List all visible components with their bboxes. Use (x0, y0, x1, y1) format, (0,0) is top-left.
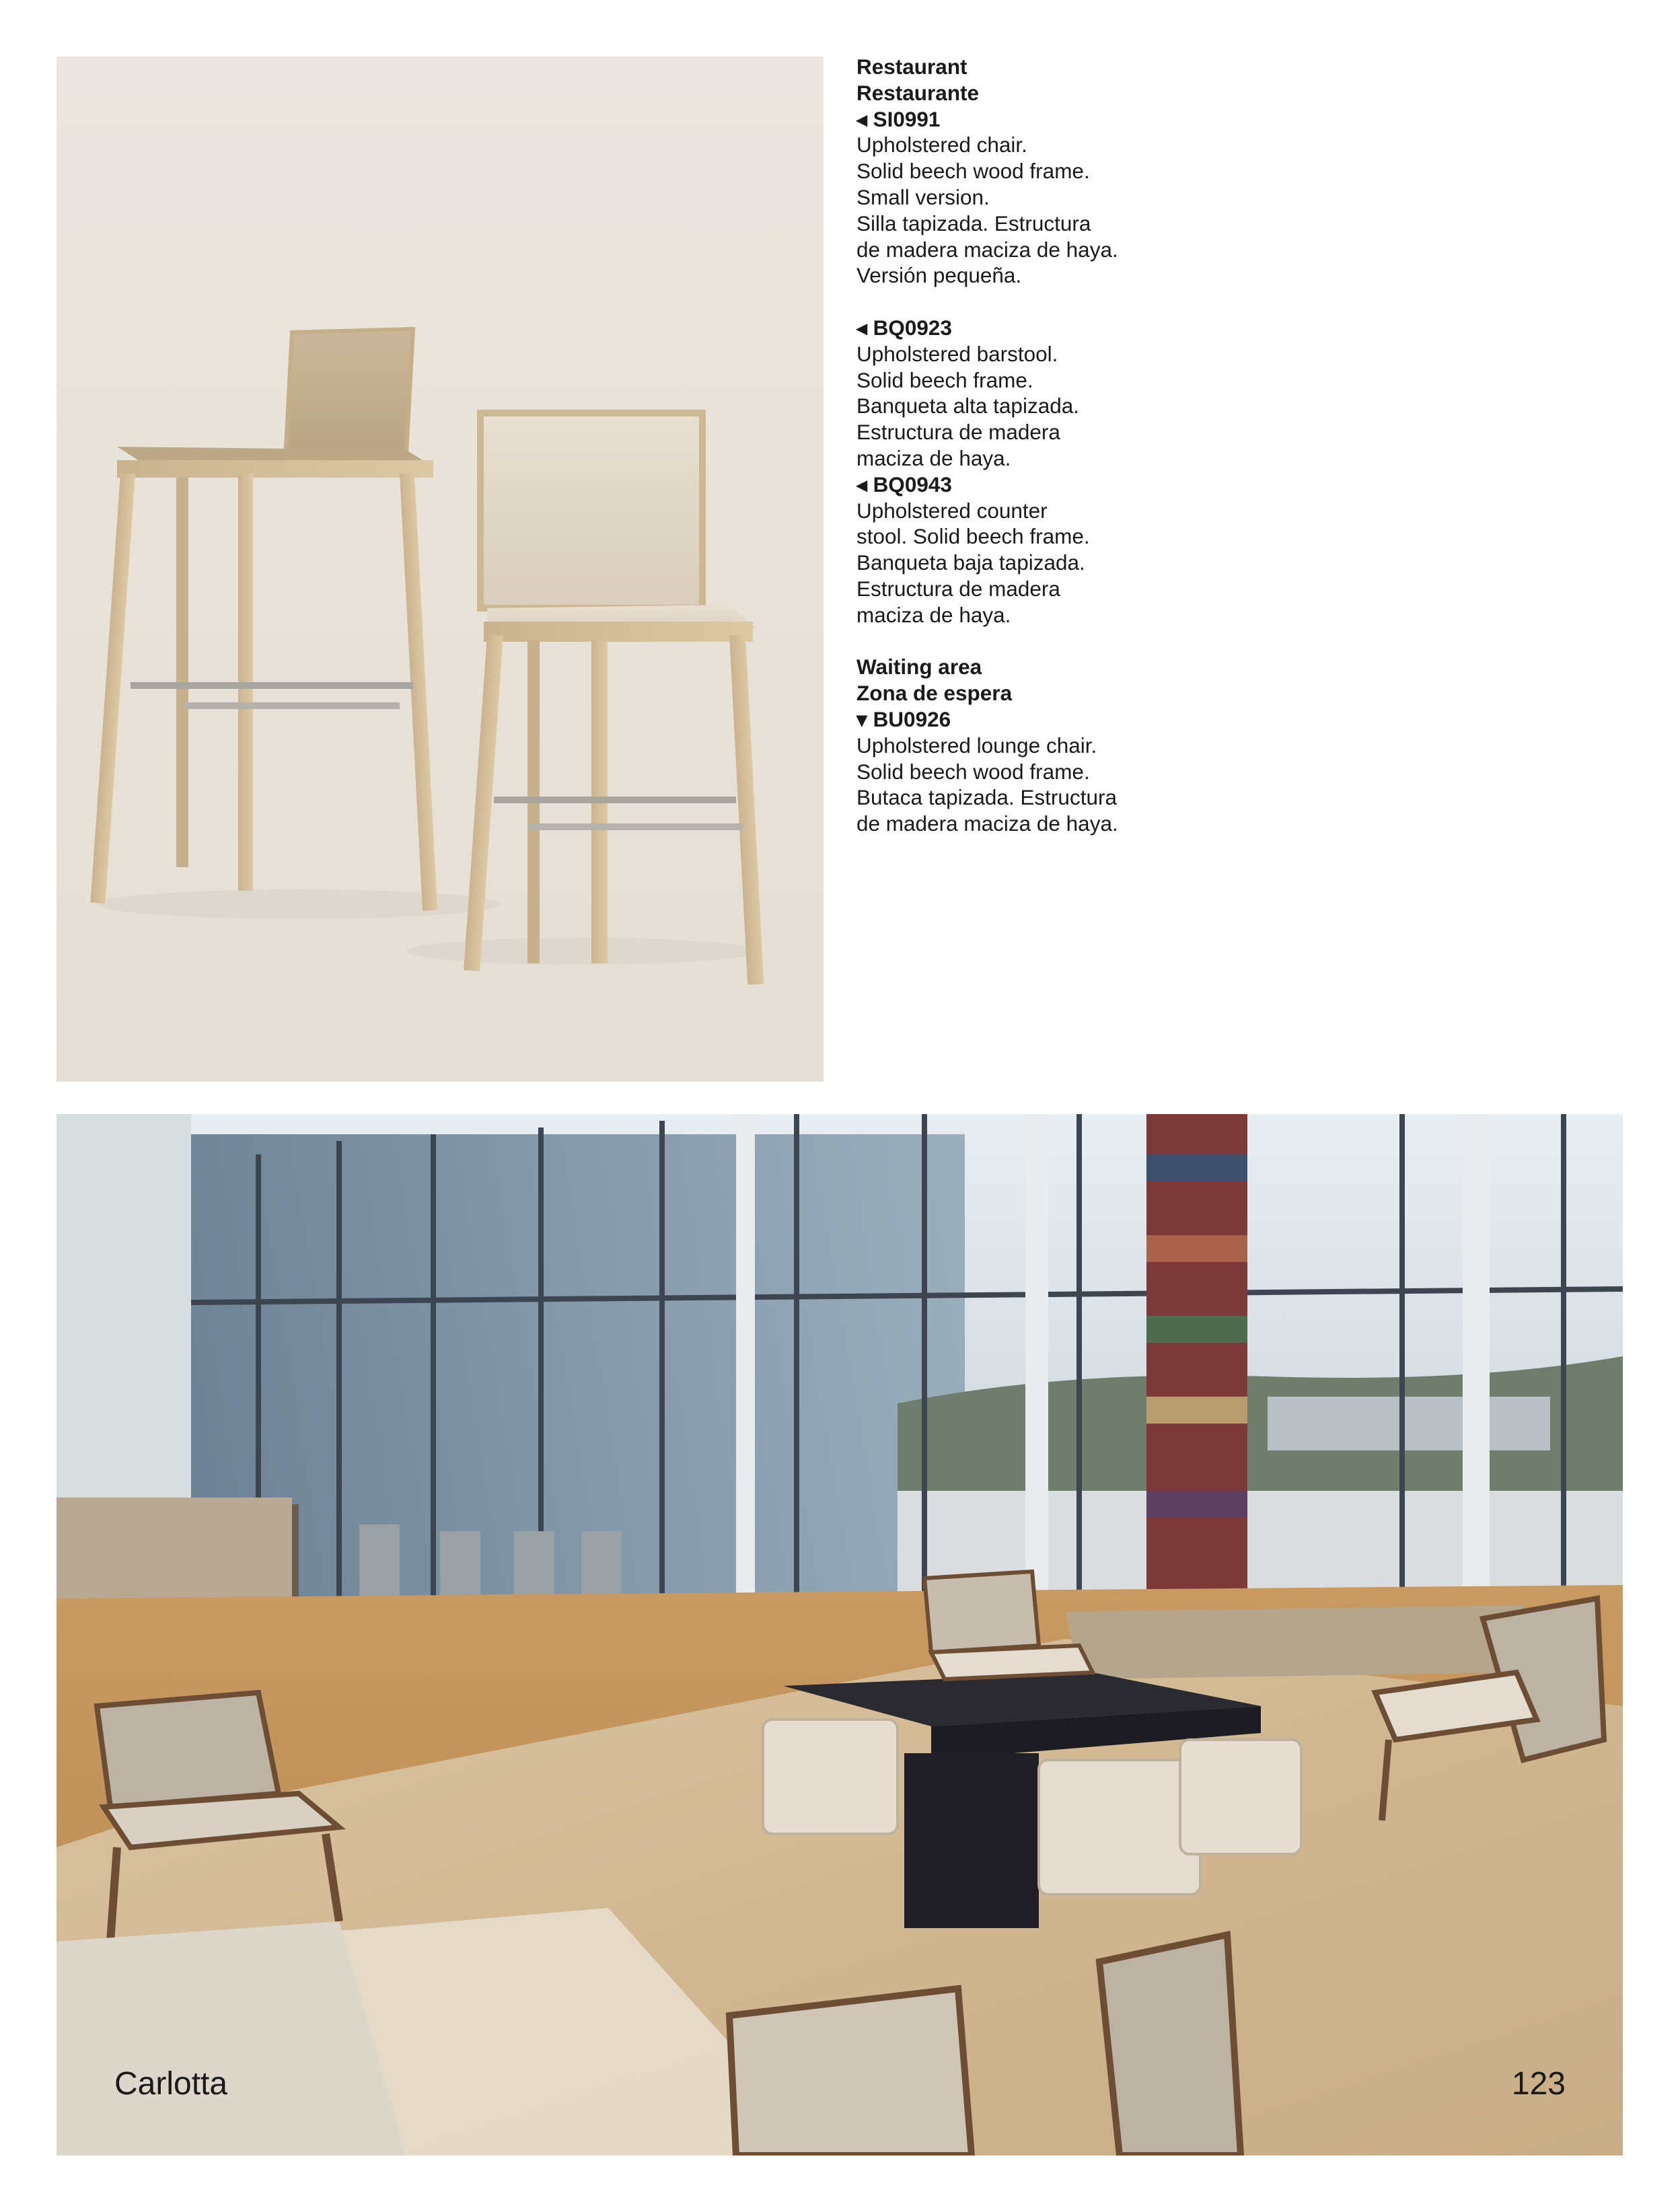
section-heading-restaurante: Restaurante (856, 80, 980, 105)
section-heading-zona-de-espera: Zona de espera (856, 681, 1013, 706)
desc-line: Butaca tapizada. Estructura (856, 785, 1117, 810)
desc-line: Upholstered lounge chair. (856, 733, 1097, 758)
product-code-si0991: ◂ SI0991 (856, 106, 941, 131)
desc-line: maciza de haya. (856, 445, 1011, 470)
desc-line: Banqueta alta tapizada. (856, 394, 1080, 418)
desc-line: Estructura de madera (856, 420, 1060, 445)
product-code-bu0926: ▾ BU0926 (856, 706, 951, 731)
desc-line: Banqueta baja tapizada. (856, 550, 1085, 575)
lobby-illustration (57, 1114, 1623, 2155)
textile-sculpture (1146, 1114, 1247, 1598)
desc-line: Versión pequeña. (856, 263, 1022, 288)
studio-product-photo (57, 57, 824, 1082)
section-heading-restaurant: Restaurant (856, 54, 967, 79)
product-code-bq0943: ◂ BQ0943 (856, 472, 952, 496)
desc-line: Small version. (856, 184, 990, 209)
desc-line: de madera maciza de haya. (856, 237, 1118, 262)
desc-line: Upholstered barstool. (856, 341, 1058, 366)
section-heading-waiting-area: Waiting area (856, 655, 982, 679)
product-descriptions (856, 54, 1193, 837)
tall-barstool (90, 329, 437, 911)
desc-line: de madera maciza de haya. (856, 811, 1118, 836)
desc-line: maciza de haya. (856, 602, 1011, 627)
counter-stool (464, 413, 764, 985)
barstools-illustration (57, 57, 824, 1082)
desc-line: Upholstered counter (856, 498, 1048, 523)
desc-line: Solid beech wood frame. (856, 159, 1090, 184)
lobby-interior-photo (57, 1114, 1623, 2155)
desc-line: Solid beech wood frame. (856, 759, 1090, 784)
product-code-bq0923: ◂ BQ0923 (856, 315, 952, 340)
desc-line: Solid beech frame. (856, 367, 1033, 392)
spacer (856, 628, 1193, 655)
page-number: 123 (1511, 2066, 1566, 2102)
desc-line: Silla tapizada. Estructura (856, 211, 1091, 235)
collection-name: Carlotta (114, 2066, 228, 2102)
spacer (856, 289, 1193, 315)
desc-line: stool. Solid beech frame. (856, 524, 1090, 549)
desc-line: Upholstered chair. (856, 133, 1027, 157)
desc-line: Estructura de madera (856, 576, 1060, 601)
